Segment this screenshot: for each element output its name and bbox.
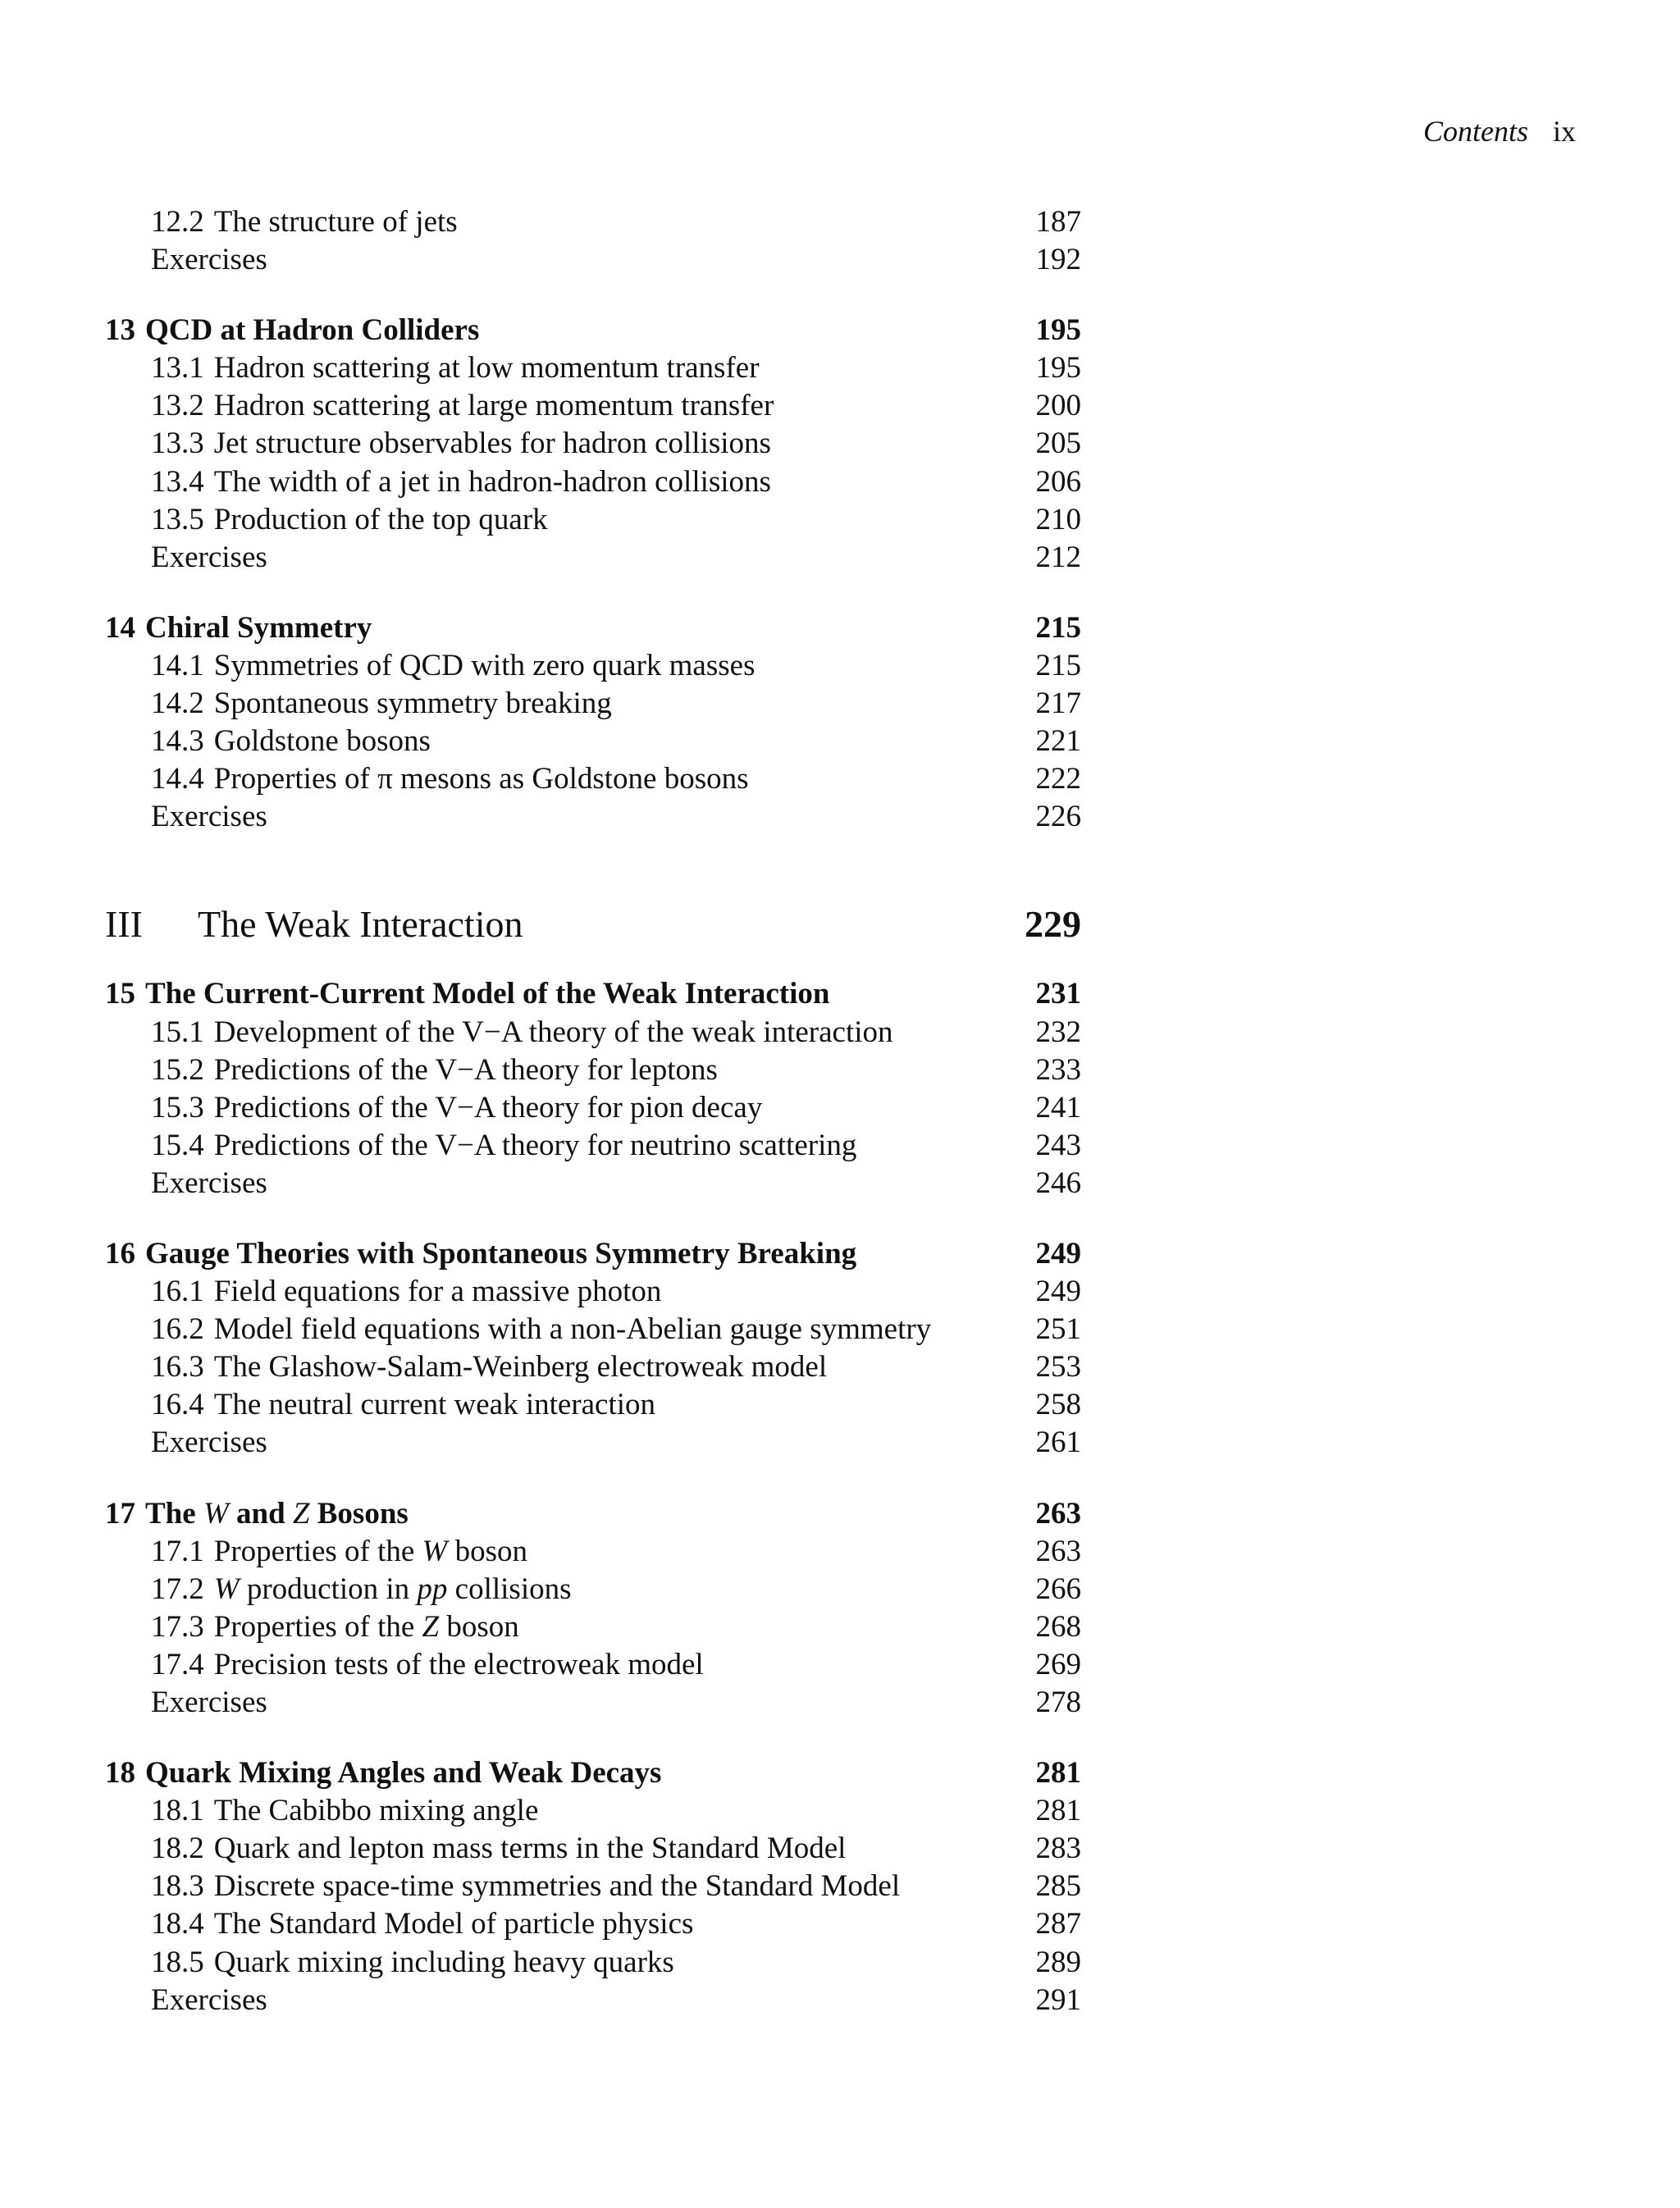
section-number: 13.1 [151, 351, 204, 385]
toc-section[interactable] [105, 1311, 1081, 1348]
section-number: 18.4 [151, 1907, 204, 1941]
chapter-page: 231 [1035, 977, 1081, 1011]
section-page: 253 [1035, 1350, 1081, 1385]
toc-section[interactable] [105, 723, 1081, 760]
section-number: 15.2 [151, 1052, 204, 1087]
toc-section[interactable] [105, 1386, 1081, 1424]
section-title-symbol: W [213, 1572, 240, 1606]
section-page: 206 [1035, 464, 1081, 499]
section-title: Goldstone bosons [213, 724, 431, 759]
section-title: Exercises [151, 1982, 267, 2017]
section-title: Properties of π mesons as Goldstone bosons [213, 762, 749, 796]
section-title: Predictions of the V−A theory for neutrino scattering [213, 1128, 857, 1162]
section-number: 16.3 [151, 1350, 204, 1385]
section-page: 266 [1035, 1572, 1081, 1606]
toc-section[interactable] [105, 647, 1081, 685]
toc-exercises[interactable] [105, 241, 1081, 279]
section-title: Discrete space-time symmetries and the Standard Model [213, 1869, 901, 1904]
toc-section[interactable] [105, 1089, 1081, 1127]
toc-exercises[interactable] [105, 1684, 1081, 1722]
section-page: 221 [1035, 724, 1081, 759]
section-number: 18.5 [151, 1945, 204, 1979]
toc-exercises[interactable] [105, 1982, 1081, 2019]
section-number: 13.5 [151, 502, 204, 536]
section-number: 15.3 [151, 1090, 204, 1125]
chapter-page: 263 [1035, 1496, 1081, 1531]
toc-section[interactable] [105, 1348, 1081, 1386]
section-page: 285 [1035, 1869, 1081, 1904]
section-page: 251 [1035, 1312, 1081, 1347]
section-page: 263 [1035, 1534, 1081, 1568]
section-number: 17.2 [151, 1572, 204, 1606]
section-page: 258 [1035, 1388, 1081, 1422]
chapter-number: 13 [105, 313, 135, 348]
section-number: 13.4 [151, 464, 204, 499]
section-number: 17.4 [151, 1647, 204, 1681]
chapter-page: 249 [1035, 1236, 1081, 1271]
section-page: 243 [1035, 1128, 1081, 1162]
section-page: 281 [1035, 1794, 1081, 1828]
section-page: 289 [1035, 1945, 1081, 1979]
part-page: 229 [1025, 903, 1081, 946]
toc-section[interactable] [105, 1014, 1081, 1052]
chapter-title: The Current-Current Model of the Weak Interaction [145, 977, 830, 1011]
toc-section[interactable] [105, 1052, 1081, 1089]
section-title: The structure of jets [213, 205, 458, 239]
section-title: Predictions of the V−A theory for pion decay [213, 1090, 763, 1125]
section-page: 232 [1035, 1015, 1081, 1049]
section-page: 192 [1035, 243, 1081, 277]
section-title: Development of the V−A theory of the weak interaction [213, 1015, 893, 1049]
toc-section[interactable] [105, 1273, 1081, 1311]
section-title: The width of a jet in hadron-hadron collisions [213, 464, 771, 499]
chapter-page: 281 [1035, 1756, 1081, 1791]
section-page: 210 [1035, 502, 1081, 536]
section-page: 269 [1035, 1647, 1081, 1681]
section-title: The Cabibbo mixing angle [213, 1794, 539, 1828]
toc-exercises[interactable] [105, 1424, 1081, 1462]
section-title-symbol: Z [422, 1609, 440, 1644]
table-of-contents [105, 203, 1081, 2019]
chapter-number: 15 [105, 977, 135, 1011]
toc-chapter-17[interactable] [105, 1495, 1081, 1533]
part-title: The Weak Interaction [198, 903, 523, 946]
section-number: 13.3 [151, 427, 204, 461]
section-title: The Glashow-Salam-Weinberg electroweak model [213, 1350, 828, 1385]
section-page: 241 [1035, 1090, 1081, 1125]
section-number: 15.1 [151, 1015, 204, 1049]
toc-section[interactable] [105, 1646, 1081, 1684]
section-page: 222 [1035, 762, 1081, 796]
chapter-page: 195 [1035, 313, 1081, 348]
section-number: 18.2 [151, 1832, 204, 1866]
section-title-part: Properties of the [213, 1609, 415, 1644]
toc-section[interactable] [105, 685, 1081, 723]
section-page: 200 [1035, 389, 1081, 423]
section-title: Exercises [151, 540, 267, 574]
chapter-title-part: Bosons [317, 1496, 409, 1531]
section-title-part: Properties of the [213, 1534, 415, 1568]
section-page: 291 [1035, 1982, 1081, 2017]
toc-section[interactable] [105, 425, 1081, 463]
chapter-title-part: The [145, 1496, 196, 1531]
section-title: Quark and lepton mass terms in the Standard Model [213, 1832, 847, 1866]
section-title: Hadron scattering at large momentum transfer [213, 389, 774, 423]
section-title: Hadron scattering at low momentum transfer [213, 351, 760, 385]
toc-exercises[interactable] [105, 539, 1081, 577]
section-page: 268 [1035, 1609, 1081, 1644]
section-title: The Standard Model of particle physics [213, 1907, 694, 1941]
section-title: Field equations for a massive photon [213, 1275, 662, 1309]
toc-section[interactable] [105, 203, 1081, 241]
toc-chapter-14[interactable] [105, 609, 1081, 647]
section-page: 261 [1035, 1426, 1081, 1460]
section-number: 14.4 [151, 762, 204, 796]
toc-section[interactable] [105, 501, 1081, 539]
section-title: The neutral current weak interaction [213, 1388, 656, 1422]
section-number: 15.4 [151, 1128, 204, 1162]
section-title-part: boson [454, 1534, 528, 1568]
section-number: 17.1 [151, 1534, 204, 1568]
chapter-title-symbol: Z [292, 1496, 310, 1531]
toc-section[interactable] [105, 1792, 1081, 1830]
toc-chapter-13[interactable] [105, 312, 1081, 349]
section-title: Exercises [151, 1166, 267, 1200]
section-page: 283 [1035, 1832, 1081, 1866]
toc-chapter-18[interactable] [105, 1754, 1081, 1792]
toc-section[interactable] [105, 1571, 1081, 1608]
chapter-title-symbol: W [203, 1496, 229, 1531]
chapter-title-part: and [236, 1496, 285, 1531]
chapter-page: 215 [1035, 610, 1081, 645]
section-page: 215 [1035, 648, 1081, 682]
section-number: 18.3 [151, 1869, 204, 1904]
chapter-number: 18 [105, 1756, 135, 1791]
section-page: 187 [1035, 205, 1081, 239]
section-number: 16.4 [151, 1388, 204, 1422]
section-number: 16.1 [151, 1275, 204, 1309]
toc-section[interactable] [105, 760, 1081, 798]
section-page: 249 [1035, 1275, 1081, 1309]
section-title: Exercises [151, 800, 267, 834]
toc-section[interactable] [105, 463, 1081, 501]
running-head [1423, 115, 1576, 148]
chapter-title: Gauge Theories with Spontaneous Symmetry Breaking [145, 1236, 857, 1271]
section-number: 16.2 [151, 1312, 204, 1347]
toc-chapter-16[interactable] [105, 1235, 1081, 1273]
toc-chapter-15[interactable] [105, 975, 1081, 1013]
chapter-title: Quark Mixing Angles and Weak Decays [145, 1756, 662, 1791]
section-title: Production of the top quark [213, 502, 548, 536]
section-number: 14.2 [151, 687, 204, 721]
section-title: Precision tests of the electroweak model [213, 1647, 704, 1681]
section-page: 205 [1035, 427, 1081, 461]
chapter-title: Chiral Symmetry [145, 610, 372, 645]
toc-section[interactable] [105, 1868, 1081, 1905]
toc-section[interactable] [105, 349, 1081, 387]
toc-exercises[interactable] [105, 1165, 1081, 1202]
section-title: Spontaneous symmetry breaking [213, 687, 612, 721]
section-number: 18.1 [151, 1794, 204, 1828]
chapter-number: 17 [105, 1496, 135, 1531]
chapter-title: QCD at Hadron Colliders [145, 313, 480, 348]
toc-section[interactable] [105, 1944, 1081, 1982]
part-number: III [105, 903, 143, 946]
section-title: Exercises [151, 1426, 267, 1460]
section-title-symbol: pp [417, 1572, 448, 1606]
section-number: 14.1 [151, 648, 204, 682]
section-page: 212 [1035, 540, 1081, 574]
toc-section[interactable] [105, 387, 1081, 425]
section-page: 233 [1035, 1052, 1081, 1087]
toc-section[interactable] [105, 1533, 1081, 1571]
section-title-part: boson [446, 1609, 519, 1644]
toc-part-3[interactable] [105, 901, 1081, 947]
section-number: 17.3 [151, 1609, 204, 1644]
section-page: 217 [1035, 687, 1081, 721]
section-title: Model field equations with a non-Abelian gauge symmetry [213, 1312, 932, 1347]
toc-exercises[interactable] [105, 798, 1081, 836]
section-title: Exercises [151, 1686, 267, 1719]
section-page: 246 [1035, 1166, 1081, 1200]
section-title: Jet structure observables for hadron collisions [213, 427, 771, 461]
section-number: 13.2 [151, 389, 204, 423]
section-page: 226 [1035, 800, 1081, 834]
toc-section[interactable] [105, 1127, 1081, 1165]
section-title-part: collisions [454, 1572, 572, 1606]
section-title-symbol: W [422, 1534, 448, 1568]
section-title: Symmetries of QCD with zero quark masses [213, 648, 756, 682]
toc-section[interactable] [105, 1830, 1081, 1868]
section-title-part: production in [246, 1572, 410, 1606]
section-page: 278 [1035, 1686, 1081, 1719]
running-head-title: Contents [1422, 115, 1528, 148]
toc-section[interactable] [105, 1905, 1081, 1943]
chapter-number: 14 [105, 610, 135, 645]
section-title: Quark mixing including heavy quarks [213, 1945, 674, 1979]
section-title: Exercises [151, 243, 267, 277]
page-number: ix [1552, 115, 1576, 148]
section-number: 12.2 [151, 205, 204, 239]
chapter-number: 16 [105, 1236, 135, 1271]
section-page: 195 [1035, 351, 1081, 385]
section-number: 14.3 [151, 724, 204, 759]
section-page: 287 [1035, 1907, 1081, 1941]
section-title: Predictions of the V−A theory for leptons [213, 1052, 718, 1087]
toc-section[interactable] [105, 1608, 1081, 1646]
